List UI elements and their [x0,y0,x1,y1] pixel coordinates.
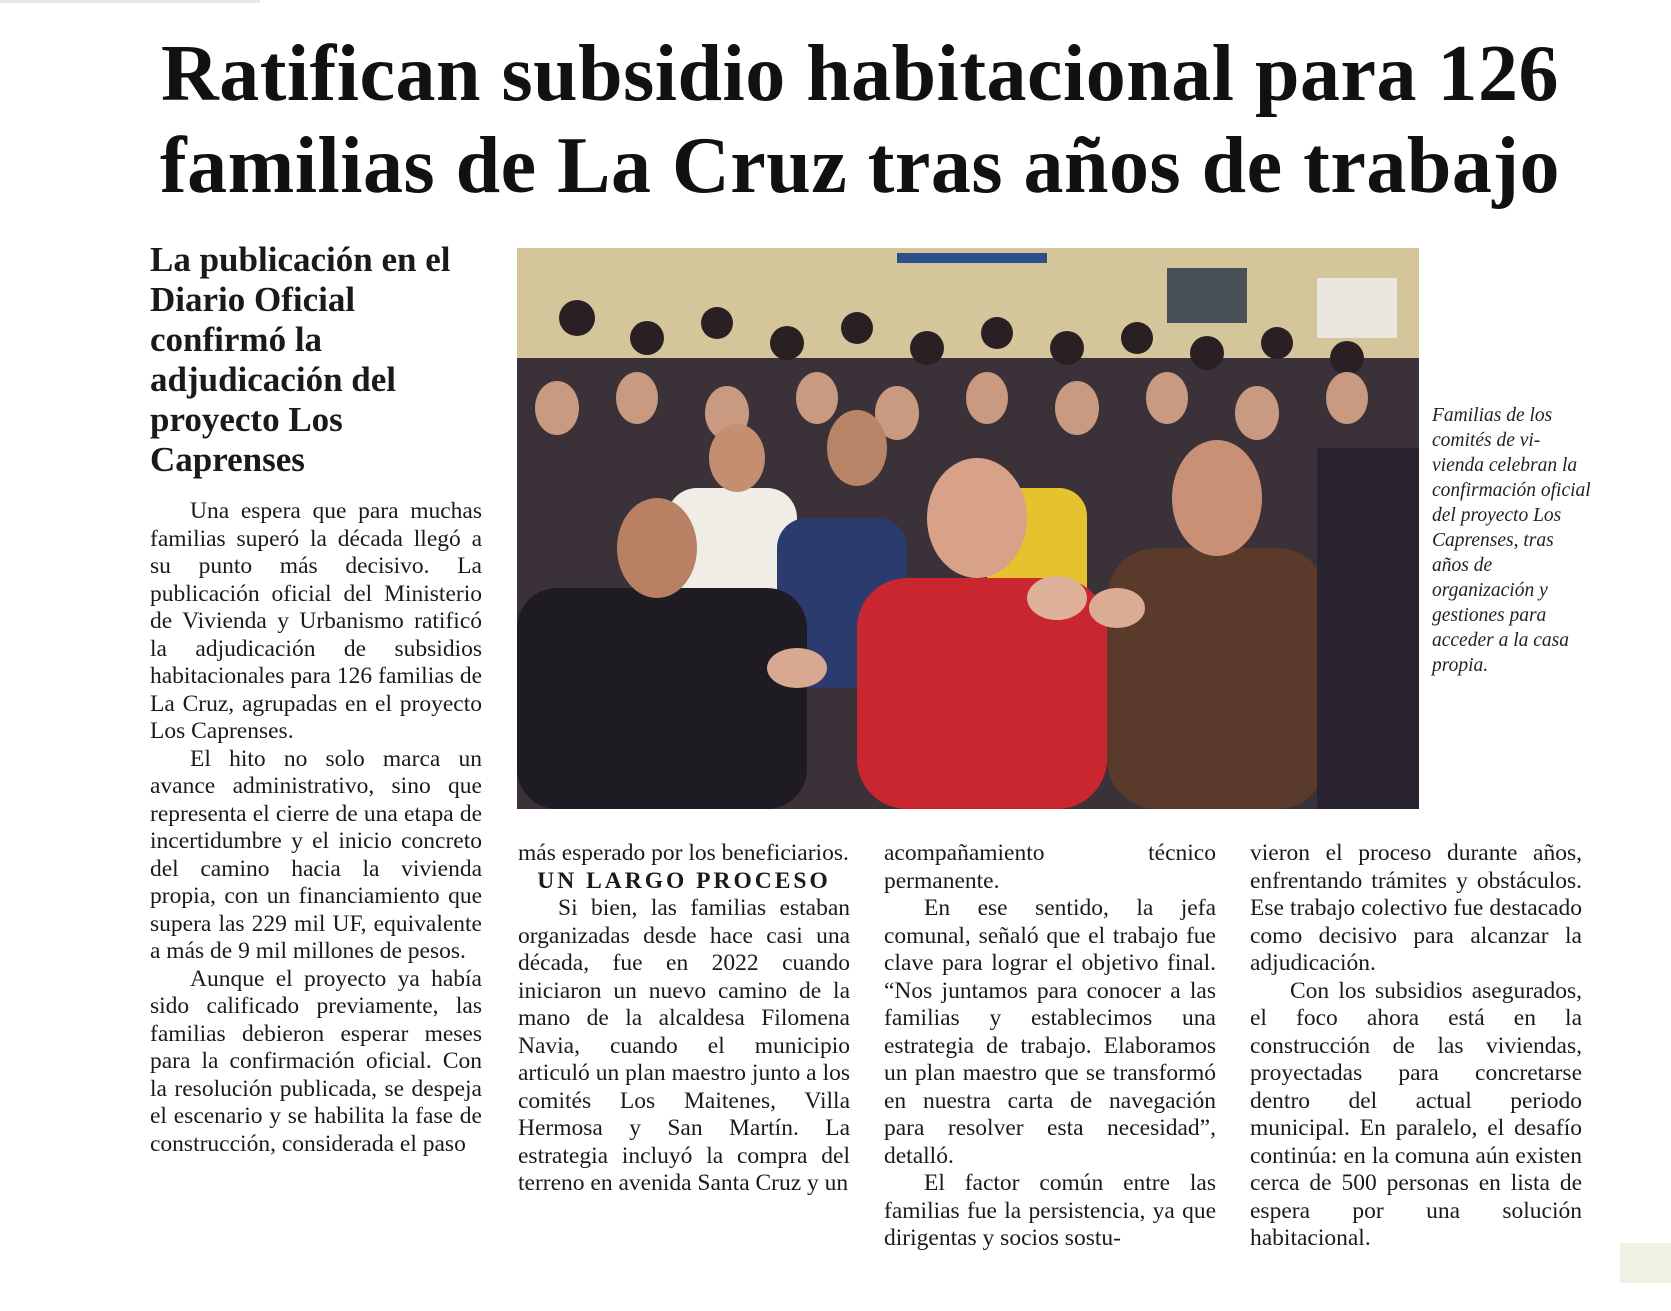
paragraph: Con los subsidios asegurados, el foco ahora está en la construcción de las viviendas, proyectadas para concretarse dentro del actual periodo municipal. En paralelo, el desafío continúa: en la comuna aún existen cerca de 500 personas en lista de espera por una solución habitacional. [1250,977,1582,1251]
paragraph: El hito no solo marca un avance administrativo, sino que representa el cierre de una etapa de incertidumbre y el inicio concreto del camino hacia la vivienda propia, con un financiamiento que supera las 229 mil UF, equivalente a más de 9 mil millones de pesos. [150,745,482,964]
column-3 [884,840,1216,1253]
headline [150,28,1570,212]
paragraph: Si bien, las familias estaban organizadas desde hace casi una década, fue en 2022 cuando iniciaron un nuevo camino de la mano de la alcaldesa Filomena Navia, cuando el municipio articuló un plan maestro junto a los comités Los Maitenes, Villa Hermosa y San Martín. La estrategia incluyó la compra del terreno en avenida Santa Cruz y un [518,895,850,1196]
column-1 [150,498,482,1158]
crowd-photo [517,248,1419,809]
headline-line-2: familias de La Cruz tras años de trabajo [160,122,1560,210]
section-subhead: UN LARGO PROCESO [537,867,831,894]
headline-line-1: Ratifican subsidio habitacional para 126 [160,30,1559,118]
paragraph: En ese sentido, la jefa comunal, señaló que el trabajo fue clave para lograr el objetivo final. “Nos juntamos para conocer a las familias y establecimos una estrategia de trabajo. Elaboramos un plan maestro que se transformó en nuestra carta de navegación para resolver esta necesidad”, detalló. [884,895,1216,1169]
paragraph: El factor común entre las familias fue la persistencia, ya que dirigentas y socios sostu- [884,1170,1216,1251]
paragraph: más esperado por los beneficiarios. [518,840,849,866]
paragraph: Una espera que para muchas familias superó la década llegó a su punto más decisivo. La publicación oficial del Ministerio de Vivienda y Urbanismo ratificó la adjudicación de subsidios habitacionales para 126 familias de La Cruz, agrupadas en el proyecto Los Caprenses. [150,498,482,744]
photo-caption: Familias de los comités de vi-vienda celebran la confirmación oficial del proyecto Los Caprenses, tras años de organización y gestiones para acceder a la casa propia. [1432,405,1591,676]
column-4 [1250,840,1582,1253]
column-2 [518,840,850,1198]
deck-subtitle: La publicación en el Diario Oficial confirmó la adjudicación del proyecto Los Caprenses [150,240,451,479]
paragraph: acompañamiento técnico permanente. [884,840,1216,894]
top-rule [0,0,260,3]
crowd-photo-icon [517,248,1419,809]
paragraph: vieron el proceso durante años, enfrentando trámites y obstáculos. Ese trabajo colectivo fue destacado como decisivo para alcanzar la adjudicación. [1250,840,1582,976]
paragraph: Aunque el proyecto ya había sido calificado previamente, las familias debieron esperar meses para la confirmación oficial. Con la resolución publicada, se despeja el escenario y se habilita la fase de construcción, considerada el paso [150,965,482,1157]
page-corner-tab [1620,1243,1671,1283]
